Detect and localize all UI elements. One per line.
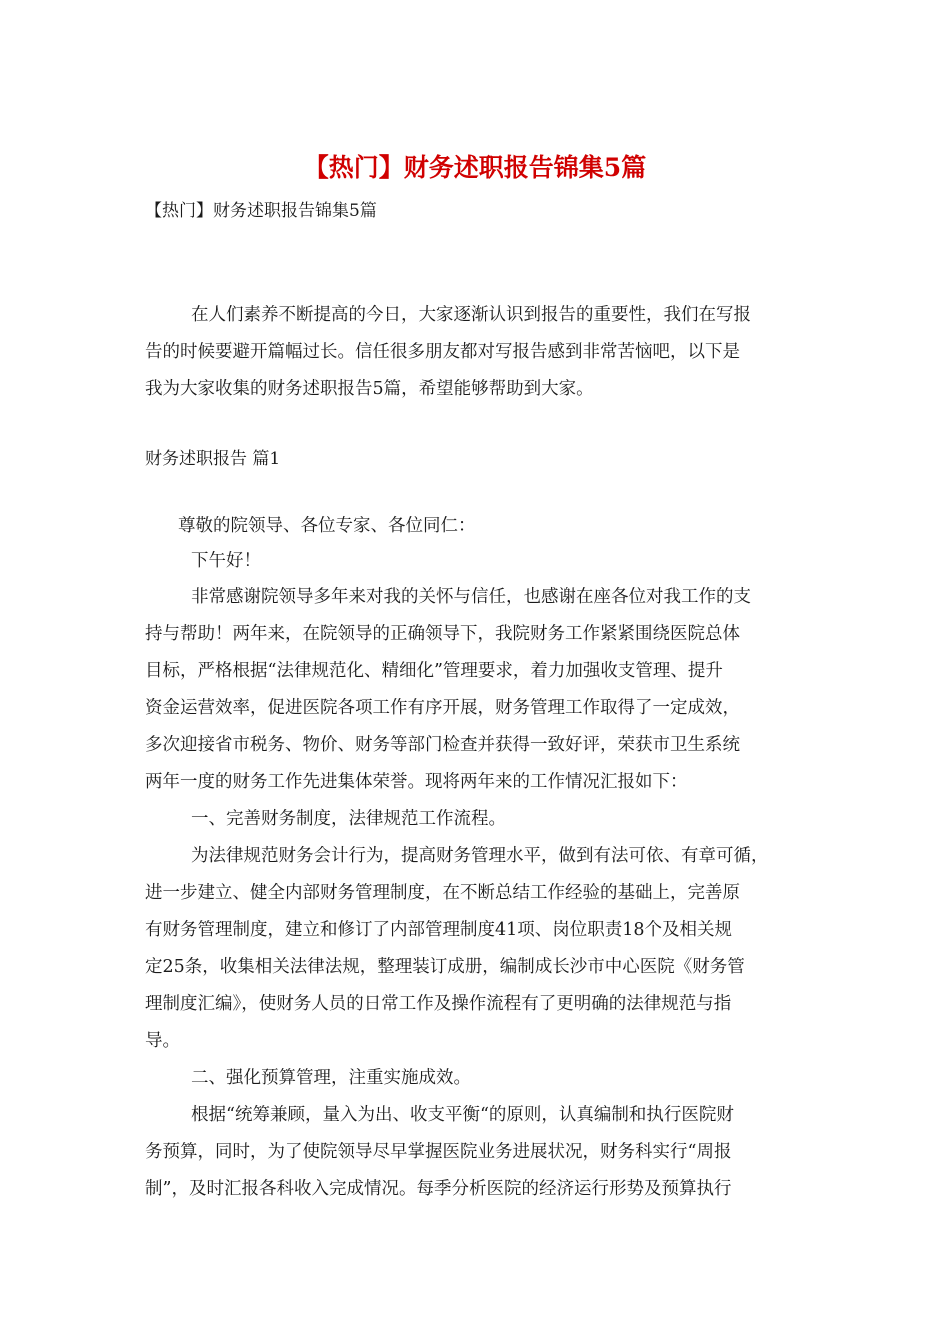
paragraph-line: 多次迎接省市税务、物价、财务等部门检查并获得一致好评，荣获市卫生系统: [145, 735, 740, 755]
paragraph-line: 告的时候要避开篇幅过长。信任很多朋友都对写报告感到非常苦恼吧，以下是: [145, 342, 740, 362]
salutation: 尊敬的院领导、各位专家、各位同仁：: [178, 516, 476, 536]
paragraph-line: 进一步建立、健全内部财务管理制度，在不断总结工作经验的基础上，完善原: [145, 883, 740, 903]
section-subheading: 二、强化预算管理，注重实施成效。: [191, 1068, 471, 1088]
paragraph-line: 持与帮助！两年来，在院领导的正确领导下，我院财务工作紧紧围绕医院总体: [145, 624, 740, 644]
intro-paragraph: [145, 297, 810, 408]
paragraph-line: 制”，及时汇报各科收入完成情况。每季分析医院的经济运行形势及预算执行: [145, 1179, 732, 1199]
paragraph-line: 理制度汇编》，使财务人员的日常工作及操作流程有了更明确的法律规范与指: [145, 994, 732, 1014]
paragraph-line: 资金运营效率，促进医院各项工作有序开展，财务管理工作取得了一定成效，: [145, 698, 740, 718]
paragraph-line: 务预算，同时，为了使院领导尽早掌握医院业务进展状况，财务科实行“周报: [145, 1142, 732, 1162]
paragraph-line: 根据“统筹兼顾，量入为出、收支平衡“的原则，认真编制和执行医院财: [191, 1105, 734, 1125]
section-heading: 财务述职报告 篇1: [145, 449, 281, 469]
paragraph-line: 非常感谢院领导多年来对我的关怀与信任，也感谢在座各位对我工作的支: [191, 587, 751, 607]
paragraph-line: 在人们素养不断提高的今日，大家逐渐认识到报告的重要性，我们在写报: [191, 305, 751, 325]
document-subtitle: 【热门】财务述职报告锦集5篇: [145, 201, 377, 221]
paragraph-line: 目标，严格根据“法律规范化、精细化”管理要求，着力加强收支管理、提升: [145, 661, 723, 681]
paragraph-line: 两年一度的财务工作先进集体荣誉。现将两年来的工作情况汇报如下：: [145, 772, 688, 792]
paragraph-line: 有财务管理制度，建立和修订了内部管理制度41项、岗位职责18个及相关规: [145, 920, 733, 940]
document-title: 【热门】财务述职报告锦集5篇: [303, 153, 647, 182]
paragraph-line: 导。: [145, 1031, 180, 1051]
section-subheading: 一、完善财务制度，法律规范工作流程。: [191, 809, 506, 829]
paragraph-line: 我为大家收集的财务述职报告5篇，希望能够帮助到大家。: [145, 379, 594, 399]
paragraph-line: 定25条，收集相关法律法规，整理装订成册，编制成长沙市中心医院《财务管: [145, 957, 745, 977]
body-text: [145, 579, 810, 1208]
paragraph-line: 为法律规范财务会计行为，提高财务管理水平，做到有法可依、有章可循，: [191, 846, 769, 866]
greeting: 下午好！: [191, 551, 261, 571]
